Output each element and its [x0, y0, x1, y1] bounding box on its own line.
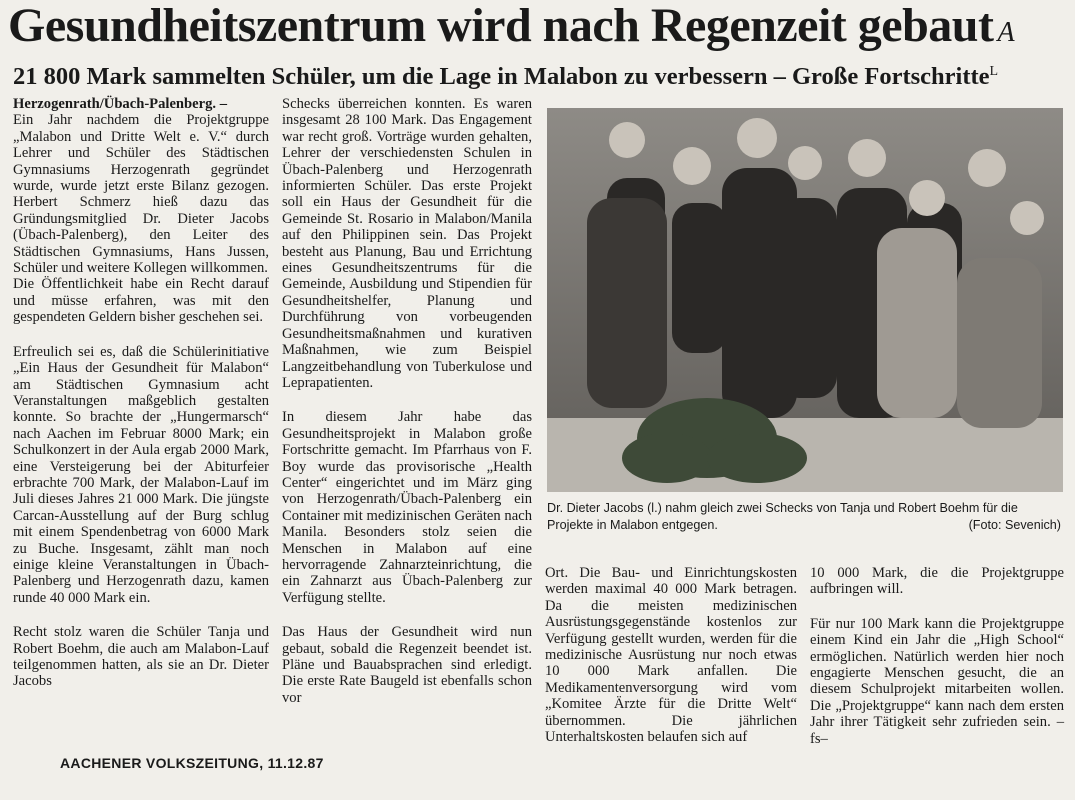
column-2: [282, 96, 532, 706]
headline: [8, 0, 1070, 59]
handwritten-mark-2: L: [989, 64, 999, 79]
paragraph: Das Haus der Gesundheit wird nun gebaut, sobald die Regenzeit beendet ist. Pläne und Bauabsprachen sind erledigt. Die erste Rate Baugeld ist ebenfalls schon vor: [282, 624, 532, 706]
headline-text: Gesundheitszentrum wird nach Regenzeit gebaut: [8, 0, 994, 52]
subheadline-text: 21 800 Mark sammelten Schüler, um die Lage in Malabon zu verbessern – Große Fortschritte: [13, 63, 990, 91]
source-label: AACHENER VOLKSZEITUNG, 11.12.87: [60, 755, 324, 771]
subheadline: [13, 57, 1071, 92]
handwritten-mark: A: [997, 17, 1015, 48]
paragraph: In diesem Jahr habe das Gesundheitsprojekt in Malabon große Fortschritte gemacht. Im Pfarrhaus von F. Boy wurde das provisorische „Health Center“ eingerichtet und im März ging von Herzogenrath/Übach-Palenberg ein Container mit medizinischen Geräten nach Manila. Besonders stolz seien die Menschen in Malabon auf eine hervorragende Zahnarzteinrichtung, die ein Zahnarzt aus Übach-Palenberg zur Verfügung stellte.: [282, 409, 532, 606]
column-1: [13, 96, 269, 690]
group-photo: [547, 108, 1063, 492]
group-photo-illustration: [547, 108, 1063, 492]
photo-caption: [547, 500, 1063, 534]
photo-credit: (Foto: Sevenich): [968, 518, 1061, 532]
paragraph: 10 000 Mark, die die Projektgruppe aufbringen will.: [810, 565, 1064, 598]
paragraph: Die Öffentlichkeit habe ein Recht darauf und müsse erfahren, was mit den gespendeten Geldern bisher geschehen sei.: [13, 276, 269, 326]
caption-text: Dr. Dieter Jacobs (l.) nahm gleich zwei Schecks von Tanja und Robert Boehm für die Projekte in Malabon entgegen.: [547, 501, 1018, 532]
paragraph: Für nur 100 Mark kann die Projektgruppe einem Kind ein Jahr die „High School“ ermöglichen. Natürlich werden hier noch engagierte Menschen gesucht, die an diesem Schulprojekt mitarbeiten wollen. Die „Projektgruppe“ kann nach dem ersten Jahr ihrer Tätigkeit sehr zufrieden sein. –fs–: [810, 615, 1064, 747]
dateline: Herzogenrath/Übach-Palenberg. –: [13, 96, 228, 112]
paragraph: Ort. Die Bau- und Einrichtungskosten werden maximal 40 000 Mark betragen. Da die meisten medizinischen Ausrüstungsgegenstände kostenlos zur Verfügung gestellt wurden, werden für die medizinische Ausrüstung nur noch etwas 10 000 Mark anfallen. Die Medikamentenversorgung wird vom „Komitee Ärzte für die Dritte Welt“ übernommen. Die jährlichen Unterhaltskosten belaufen sich auf: [545, 565, 797, 746]
column-4: [810, 565, 1064, 747]
paragraph: Erfreulich sei es, daß die Schülerinitiative „Ein Haus der Gesundheit für Malabon“ am Städtischen Gymnasium acht Veranstaltungen maßgeblich gestalten konnte. So brachte der „Hungermarsch“ nach Aachen im Februar 8000 Mark; ein Schulkonzert in der Aula ergab 2000 Mark, eine Versteigerung bei der Abiturfeier erbrachte 700 Mark, der Malabon-Lauf im Juli dieses Jahres 21 000 Mark. Die jüngste Carcan-Ausstellung auf der Burg schlug mit einem Spendenbetrag von 6000 Mark zu Buche. Insgesamt, zählt man noch einige kleine Veranstaltungen in Übach-Palenberg und Herzogenrath dazu, kamen runde 40 000 Mark ein.: [13, 343, 269, 606]
paragraph: Ein Jahr nachdem die Projektgruppe „Malabon und Dritte Welt e. V.“ durch Lehrer und Schüler des Städtischen Gymnasiums Herzogenrath gegründet wurde, wurde jetzt erste Bilanz gezogen. Herbert Schmerz hieß dazu das Gründungsmitglied Dr. Dieter Jacobs (Übach-Palenberg), den Leiter des Städtischen Gymnasiums, Hans Jussen, Schüler und weitere Kollegen willkommen.: [13, 112, 269, 277]
paragraph: Recht stolz waren die Schüler Tanja und Robert Boehm, die auch am Malabon-Lauf teilgenommen hatten, als sie an Dr. Dieter Jacobs: [13, 624, 269, 690]
paragraph: Schecks überreichen konnten. Es waren insgesamt 28 100 Mark. Das Engagement war recht groß. Vorträge wurden gehalten, Lehrer der verschiedensten Schulen in Übach-Palenberg und Herzogenrath informierten Schüler. Das erste Projekt soll ein Haus der Gesundheit für die Gemeinde St. Rosario in Malabon/Manila auf den Philippinen sein. Das Projekt besteht aus Planung, Bau und Errichtung eines Gesundheitszentrums für die Gemeinde, Ausbildung und Stipendien für Gesundheitshelfer, Planung und Durchführung von vorbeugenden Gesundheitsmaßnahmen und kurativen Maßnahmen, wie zum Beispiel Langzeitbehandlung von Tuberkulose und Leprapatienten.: [282, 96, 532, 391]
column-3: [545, 565, 797, 745]
